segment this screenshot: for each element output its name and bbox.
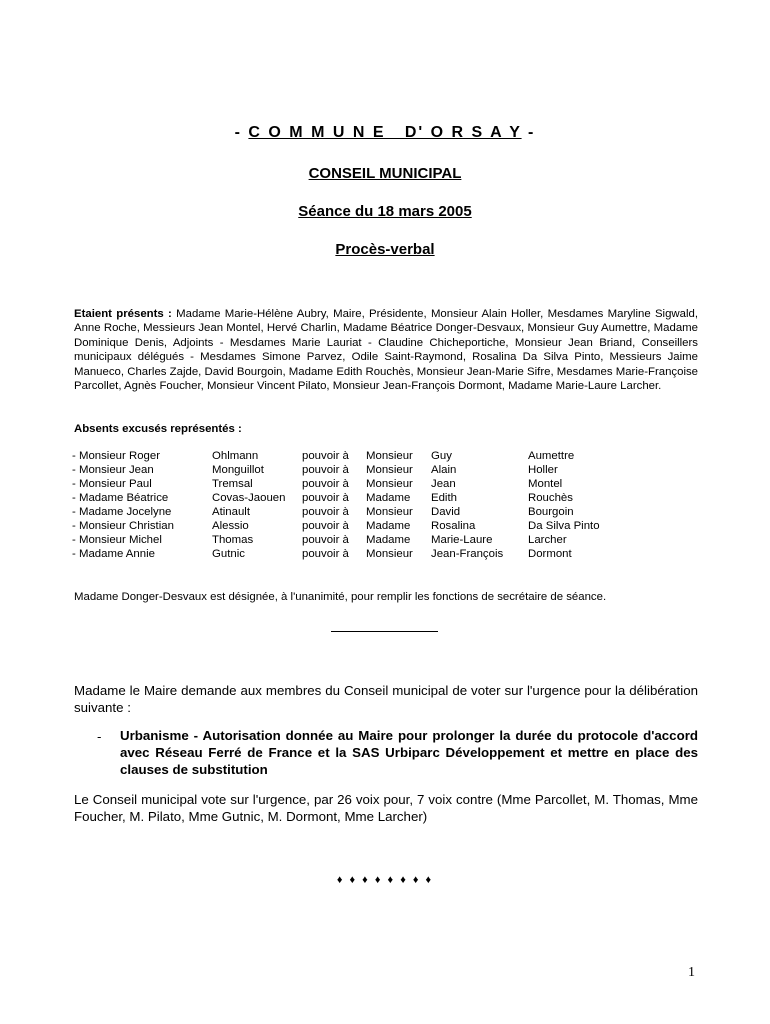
- proxy-firstname: Marie-Laure: [431, 534, 493, 546]
- pouvoir-label: pouvoir à: [302, 506, 349, 518]
- absent-name: - Monsieur Christian: [72, 520, 174, 532]
- presents-paragraph: [74, 307, 698, 393]
- presents-label: Etaient présents :: [74, 308, 172, 320]
- absent-name: - Madame Annie: [72, 548, 155, 560]
- absent-surname: Tremsal: [212, 478, 253, 490]
- proxy-title: Madame: [366, 534, 411, 546]
- absent-surname: Monguillot: [212, 464, 264, 476]
- absent-surname: Ohlmann: [212, 450, 259, 462]
- seance-title: Séance du 18 mars 2005: [298, 203, 472, 220]
- proxy-lastname: Larcher: [528, 534, 567, 546]
- proxy-lastname: Da Silva Pinto: [528, 520, 600, 532]
- proxy-firstname: Edith: [431, 492, 457, 504]
- table-row: [72, 505, 638, 519]
- proxy-lastname: Bourgoin: [528, 506, 574, 518]
- commune-prefix: -: [234, 124, 249, 141]
- absent-name: - Madame Béatrice: [72, 492, 169, 504]
- absent-surname: Atinault: [212, 506, 250, 518]
- proxy-lastname: Aumettre: [528, 450, 575, 462]
- proxy-lastname: Dormont: [528, 548, 572, 560]
- proxy-title: Monsieur: [366, 548, 413, 560]
- proxy-firstname: Rosalina: [431, 520, 476, 532]
- proxy-lastname: Holler: [528, 464, 558, 476]
- proxy-firstname: Jean: [431, 478, 456, 490]
- pouvoir-label: pouvoir à: [302, 450, 349, 462]
- list-dash: -: [97, 729, 102, 744]
- separator-line: [331, 631, 438, 632]
- pouvoir-label: pouvoir à: [302, 478, 349, 490]
- presents-text: Madame Marie-Hélène Aubry, Maire, Présidente, Monsieur Alain Holler, Mesdames Maryline Sigwald, Anne Roche, Messieurs Jean Montel, Hervé Charlin, Madame Béatrice Donger-Desvaux, Monsieur Guy Aumettre, Madame Dominique Denis, Adjoints - Mesdames Marie Lauriat - Claudine Chicheportiche, Monsieur Jean Briand, Conseillers municipaux délégués - Mesdames Simone Parvez, Odile Saint-Raymond, Rosalina Da Silva Pinto, Messieurs Jaime Manueco, Charles Zajde, David Bourgoin, Madame Edith Rouchès, Monsieur Jean-Marie Sifre, Mesdames Marie-Françoise Parcollet, Agnès Foucher, Monsieur Vincent Pilato, Monsieur Jean-François Dormont, Madame Marie-Laure Larcher.: [74, 308, 699, 393]
- urgence-intro: Madame le Maire demande aux membres du Conseil municipal de voter sur l'urgence pour la délibération suivante :: [74, 683, 698, 715]
- table-row: [72, 533, 638, 547]
- pouvoir-label: pouvoir à: [302, 464, 349, 476]
- proxy-title: Madame: [366, 520, 411, 532]
- proxy-firstname: David: [431, 506, 461, 518]
- vote-paragraph: Le Conseil municipal vote sur l'urgence, par 26 voix pour, 7 voix contre (Mme Parcollet, M. Thomas, Mme Foucher, M. Pilato, Mme Gutnic, M. Dormont, Mme Larcher): [74, 792, 698, 824]
- secretaire-paragraph: Madame Donger-Desvaux est désignée, à l'unanimité, pour remplir les fonctions de secrétaire de séance.: [74, 591, 607, 603]
- pouvoir-label: pouvoir à: [302, 492, 349, 504]
- absent-name: - Madame Jocelyne: [72, 506, 172, 518]
- diamond-separator: ♦ ♦ ♦ ♦ ♦ ♦ ♦ ♦: [336, 874, 434, 886]
- absent-name: - Monsieur Jean: [72, 464, 154, 476]
- table-row: [72, 491, 638, 505]
- proxy-firstname: Guy: [431, 450, 452, 462]
- proxy-title: Monsieur: [366, 464, 413, 476]
- absent-name: - Monsieur Paul: [72, 478, 152, 490]
- commune-suffix: -: [521, 124, 536, 141]
- commune-name: C O M M U N E D' O R S A Y: [248, 124, 522, 141]
- table-row: [72, 449, 638, 463]
- proxy-lastname: Montel: [528, 478, 563, 490]
- table-row: [72, 477, 638, 491]
- conseil-title: CONSEIL MUNICIPAL: [308, 165, 462, 182]
- absent-surname: Gutnic: [212, 548, 245, 560]
- pouvoir-label: pouvoir à: [302, 520, 349, 532]
- absent-surname: Covas-Jaouen: [212, 492, 286, 504]
- table-row: [72, 547, 638, 561]
- commune-title: [0, 124, 770, 142]
- pouvoir-label: pouvoir à: [302, 534, 349, 546]
- table-row: [72, 519, 638, 533]
- table-row: [72, 463, 638, 477]
- proxy-title: Monsieur: [366, 506, 413, 518]
- absents-title: Absents excusés représentés :: [74, 423, 242, 435]
- pouvoir-label: pouvoir à: [302, 548, 349, 560]
- page-number: 1: [688, 965, 695, 980]
- deliberation-item: Urbanisme - Autorisation donnée au Maire pour prolonger la durée du protocole d'accord avec Réseau Ferré de France et la SAS Urbiparc Développement et mettre en place des clauses de substitution: [120, 728, 698, 777]
- absent-surname: Thomas: [212, 534, 254, 546]
- proxy-firstname: Alain: [431, 464, 457, 476]
- proxy-title: Madame: [366, 492, 411, 504]
- absent-name: - Monsieur Michel: [72, 534, 162, 546]
- absent-surname: Alessio: [212, 520, 249, 532]
- proxy-title: Monsieur: [366, 450, 413, 462]
- proces-verbal-title: Procès-verbal: [335, 241, 435, 258]
- proxy-title: Monsieur: [366, 478, 413, 490]
- absents-table: [72, 449, 638, 561]
- proxy-lastname: Rouchès: [528, 492, 573, 504]
- proxy-firstname: Jean-François: [431, 548, 504, 560]
- absent-name: - Monsieur Roger: [72, 450, 160, 462]
